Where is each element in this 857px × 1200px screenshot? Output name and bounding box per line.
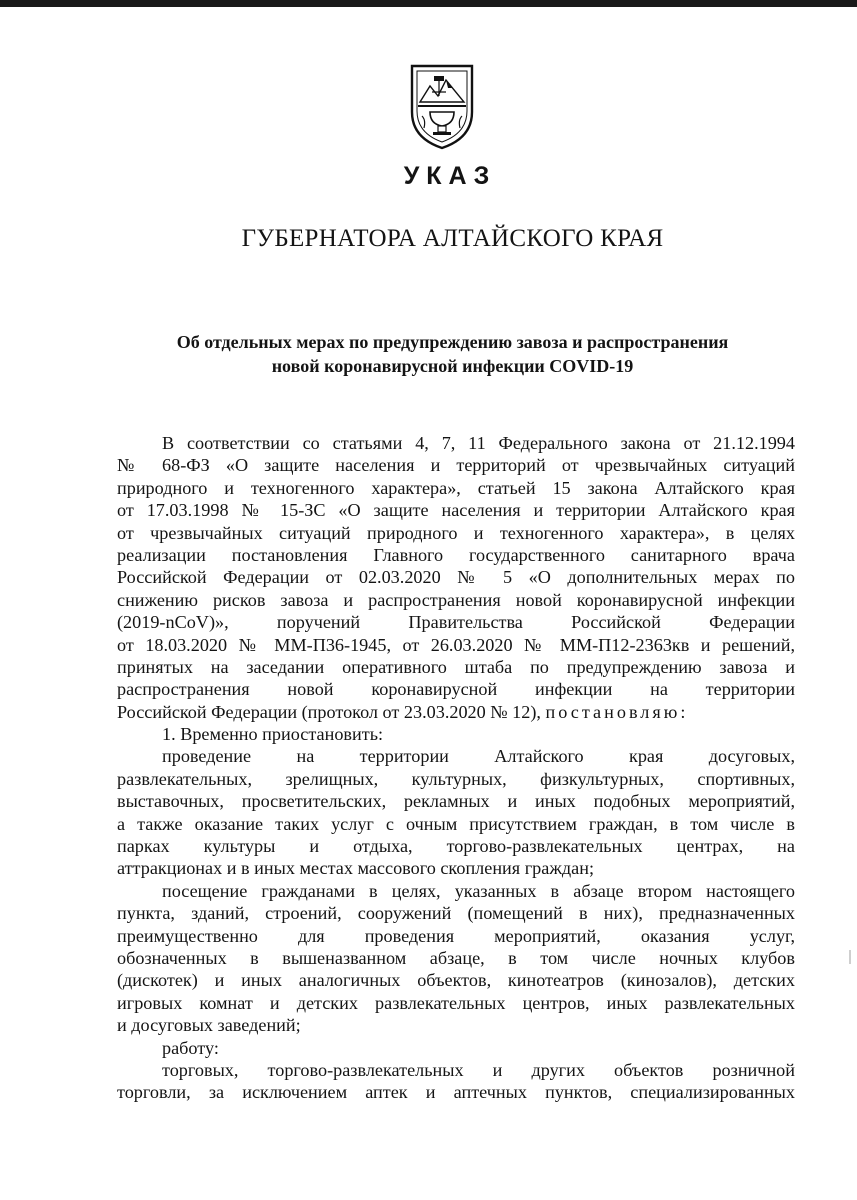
- body-line: выставочных, просветительских, рекламных и иных подобных мероприятий,: [117, 791, 795, 812]
- body-line: обозначенных в вышеназванном абзаце, в том числе ночных клубов: [117, 947, 795, 968]
- body-line: аттракционах и в иных местах массового скопления граждан;: [117, 858, 595, 879]
- body-line: Российской Федерации (протокол от 23.03.2020 № 12),: [117, 701, 541, 722]
- body-line: а также оказание таких услуг с очным присутствием граждан, в том числе в: [117, 813, 795, 834]
- document-body: [117, 432, 795, 1104]
- document-title: [0, 330, 857, 378]
- body-line: пункта, зданий, строений, сооружений (помещений в них), предназначенных: [117, 903, 795, 924]
- body-line: природного и техногенного характера», статьей 15 закона Алтайского края: [117, 477, 795, 498]
- body-line: преимущественно для проведения мероприятий, оказания услуг,: [117, 925, 795, 946]
- document-issuer: ГУБЕРНАТОРА АЛТАЙСКОГО КРАЯ: [241, 225, 664, 252]
- body-line: от 18.03.2020 № ММ-П36-1945, от 26.03.2020 № ММ-П12-2363кв и решений,: [117, 634, 795, 655]
- body-line: распространения новой коронавирусной инфекции на территории: [117, 679, 795, 700]
- body-line: игровых комнат и детских развлекательных центров, иных развлекательных: [117, 992, 795, 1013]
- body-line: (2019-nCoV)», поручений Правительства Российской Федерации: [117, 612, 795, 633]
- body-line: № 68-ФЗ «О защите населения и территорий от чрезвычайных ситуаций: [117, 455, 795, 476]
- body-line: от чрезвычайных ситуаций природного и техногенного характера», в целях: [117, 522, 795, 543]
- document-type: УКАЗ: [403, 162, 497, 190]
- title-line: новой коронавирусной инфекции COVID-19: [271, 356, 634, 376]
- body-line: торговли, за исключением аптек и аптечных пунктов, специализированных: [117, 1082, 795, 1103]
- body-line: Российской Федерации от 02.03.2020 № 5 «О дополнительных мерах по: [117, 567, 795, 588]
- body-line: снижению рисков завоза и распространения новой коронавирусной инфекции: [117, 589, 795, 610]
- body-line: работу:: [162, 1037, 219, 1058]
- body-line: проведение на территории Алтайского края досуговых,: [162, 746, 795, 767]
- body-line-with-decree: [117, 701, 795, 723]
- body-line: от 17.03.1998 № 15-ЗС «О защите населения и территории Алтайского края: [117, 500, 795, 521]
- scan-edge-mark: [849, 950, 851, 964]
- coat-of-arms-icon: [408, 62, 476, 150]
- body-line: (дискотек) и иных аналогичных объектов, кинотеатров (кинозалов), детских: [117, 970, 795, 991]
- body-line: развлекательных, зрелищных, культурных, физкультурных, спортивных,: [117, 768, 795, 789]
- body-line: и досуговых заведений;: [117, 1015, 301, 1036]
- body-line: торговых, торгово-развлекательных и других объектов розничной: [162, 1059, 795, 1080]
- body-line: реализации постановления Главного государственного санитарного врача: [117, 544, 795, 565]
- body-line: посещение гражданами в целях, указанных в абзаце втором настоящего: [162, 880, 795, 901]
- body-line: парках культуры и отдыха, торгово-развлекательных центрах, на: [117, 836, 795, 857]
- section-heading: 1. Временно приостановить:: [162, 724, 384, 745]
- body-line: В соответствии со статьями 4, 7, 11 Федерального закона от 21.12.1994: [162, 433, 795, 453]
- title-line: Об отдельных мерах по предупреждению завоза и распространения: [176, 332, 729, 352]
- body-line: принятых на заседании оперативного штаба по предупреждению завоза и: [117, 656, 795, 677]
- page-top-edge: [0, 0, 857, 7]
- decree-word: постановляю:: [545, 701, 689, 722]
